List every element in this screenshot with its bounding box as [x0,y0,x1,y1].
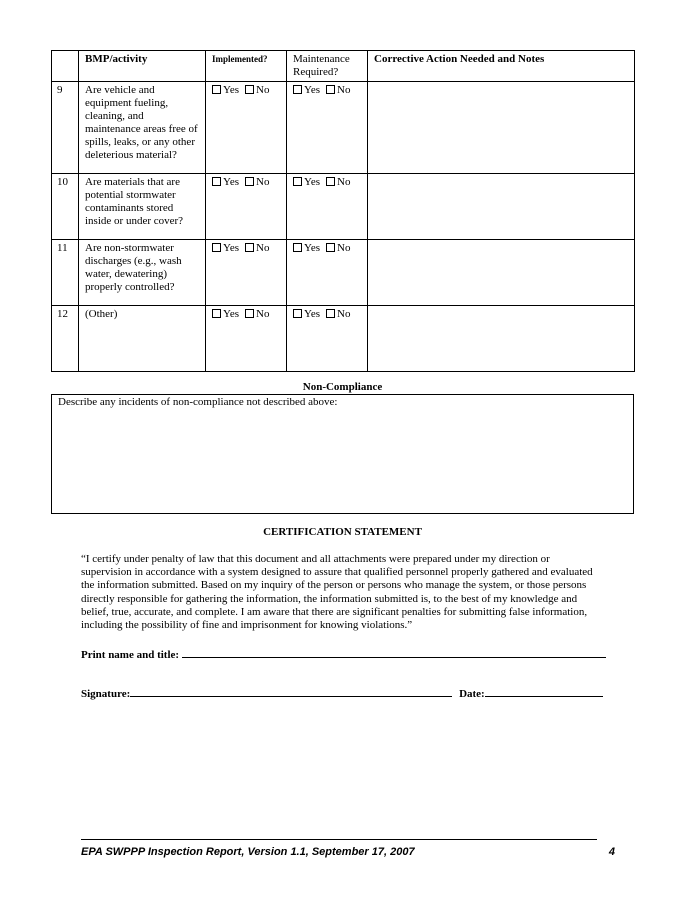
checkbox-icon[interactable] [212,309,221,318]
checkbox-icon[interactable] [293,85,302,94]
maintenance-yes-option[interactable]: Yes [293,242,320,254]
implemented-cell [206,306,287,372]
checkbox-icon[interactable] [293,243,302,252]
row-bmp-text: Are materials that are potential stormwater contaminants stored inside or under cover? [79,174,206,240]
implemented-no-option[interactable]: No [245,308,269,320]
checkbox-icon[interactable] [212,177,221,186]
footer [81,846,615,858]
maintenance-no-option[interactable]: No [326,242,350,254]
header-notes: Corrective Action Needed and Notes [368,51,635,82]
signature-label: Signature: [81,688,131,700]
row-bmp-text: Are vehicle and equipment fueling, cleaning, and maintenance areas free of spills, leaks, or any other deleterious material? [79,82,206,174]
date-label: Date: [459,688,485,700]
checkbox-icon[interactable] [326,177,335,186]
notes-cell[interactable] [368,174,635,240]
footer-rule [81,839,597,840]
maintenance-no-option[interactable]: No [326,176,350,188]
row-number: 10 [52,174,79,240]
maintenance-cell [287,174,368,240]
table-row [52,82,635,174]
table-header-row [52,51,635,82]
notes-cell[interactable] [368,82,635,174]
checkbox-icon[interactable] [212,243,221,252]
footer-text: EPA SWPPP Inspection Report, Version 1.1, September 17, 2007 [81,846,415,858]
non-compliance-box[interactable] [51,394,634,514]
header-bmp: BMP/activity [79,51,206,82]
non-compliance-prompt: Describe any incidents of non-compliance not described above: [58,396,338,408]
checkbox-icon[interactable] [326,85,335,94]
maintenance-cell [287,82,368,174]
row-bmp-text: Are non-stormwater discharges (e.g., wash water, dewatering) properly controlled? [79,240,206,306]
print-name-line[interactable] [182,646,606,658]
signature-line[interactable] [130,685,452,697]
maintenance-yes-option[interactable]: Yes [293,176,320,188]
date-line[interactable] [485,685,603,697]
implemented-no-option[interactable]: No [245,242,269,254]
implemented-cell [206,174,287,240]
checkbox-icon[interactable] [245,309,254,318]
certification-text: “I certify under penalty of law that this document and all attachments were prepared under my direction or supervision in accordance with a system designed to assure that qualified personnel properly gathered and evaluated the information submitted. Based on my inquiry of the person or persons who manage the system, or those persons directly responsible for gathering the information, the information submitted is, to the best of my knowledge and belief, true, accurate, and complete. I am aware that there are significant penalties for submitting false information, including the possibility of fine and imprisonment for knowing violations.” [81,553,593,632]
checkbox-icon[interactable] [245,177,254,186]
row-number: 9 [52,82,79,174]
maintenance-cell [287,240,368,306]
row-bmp-text: (Other) [79,306,206,372]
signature-row [81,685,603,700]
table-row [52,306,635,372]
maintenance-no-option[interactable]: No [326,308,350,320]
maintenance-yes-option[interactable]: Yes [293,308,320,320]
implemented-no-option[interactable]: No [245,176,269,188]
certification-title: CERTIFICATION STATEMENT [263,526,422,538]
implemented-yes-option[interactable]: Yes [212,242,239,254]
header-implemented: Implemented? [206,51,287,82]
checkbox-icon[interactable] [326,309,335,318]
checkbox-icon[interactable] [293,177,302,186]
bmp-table [51,50,635,372]
header-num [52,51,79,82]
checkbox-icon[interactable] [245,85,254,94]
checkbox-icon[interactable] [326,243,335,252]
implemented-cell [206,82,287,174]
implemented-yes-option[interactable]: Yes [212,176,239,188]
checkbox-icon[interactable] [212,85,221,94]
implemented-no-option[interactable]: No [245,84,269,96]
checkbox-icon[interactable] [293,309,302,318]
notes-cell[interactable] [368,240,635,306]
maintenance-yes-option[interactable]: Yes [293,84,320,96]
non-compliance-title: Non-Compliance [302,381,383,393]
table-row [52,174,635,240]
print-name-label: Print name and title: [81,649,180,661]
print-name-row [81,646,606,661]
table-row [52,240,635,306]
header-maintenance: Maintenance Required? [287,51,368,82]
page-number: 4 [608,846,615,858]
checkbox-icon[interactable] [245,243,254,252]
implemented-yes-option[interactable]: Yes [212,84,239,96]
maintenance-no-option[interactable]: No [326,84,350,96]
row-number: 12 [52,306,79,372]
row-number: 11 [52,240,79,306]
implemented-yes-option[interactable]: Yes [212,308,239,320]
maintenance-cell [287,306,368,372]
implemented-cell [206,240,287,306]
notes-cell[interactable] [368,306,635,372]
